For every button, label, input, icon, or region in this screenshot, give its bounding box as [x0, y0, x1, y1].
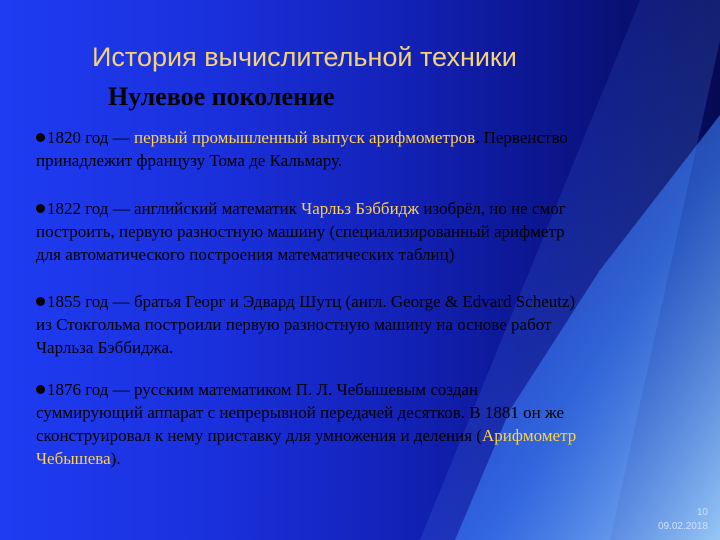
slide-footer	[658, 506, 708, 534]
paragraph-text: принадлежит французу Тома де Кальмару.	[36, 151, 343, 170]
highlighted-text: первый промышленный выпуск арифмометров	[133, 128, 476, 147]
bullet-icon	[36, 204, 45, 213]
paragraph-line	[36, 401, 686, 424]
slide-title: История вычислительной техники	[92, 42, 517, 72]
paragraph-line	[36, 243, 686, 266]
paragraph-line	[36, 447, 686, 470]
slide-subtitle: Нулевое поколение	[108, 82, 335, 111]
page-number: 10	[696, 507, 708, 518]
paragraph-line	[36, 220, 686, 243]
highlighted-text: Чебышева	[36, 449, 111, 468]
paragraph-text: изобрёл, но не смог	[419, 199, 566, 218]
paragraph-line	[36, 290, 686, 313]
bullet-icon	[36, 297, 45, 306]
paragraph-line	[36, 197, 686, 220]
paragraph-line	[36, 149, 686, 172]
paragraph-1820	[36, 126, 686, 172]
paragraph-text: для автоматического построения математических таблиц)	[36, 245, 455, 264]
paragraph-1822	[36, 197, 686, 266]
slide-date: 09.02.2018	[657, 521, 708, 532]
paragraph-line	[36, 126, 686, 149]
paragraph-text: 1855 год — братья Георг и Эдвард Шутц (англ. George & Edvard Scheutz)	[47, 292, 576, 311]
highlighted-text: Чарльз Бэббидж	[301, 199, 420, 218]
paragraph-1855	[36, 290, 686, 359]
paragraph-text: ).	[110, 449, 121, 468]
paragraph-line	[36, 378, 686, 401]
bullet-icon	[36, 133, 45, 142]
bullet-icon	[36, 385, 45, 394]
paragraph-text: сконструировал к нему приставку для умножения и деления (	[36, 426, 482, 445]
paragraph-text: 1876 год — русским математиком П. Л. Чебышевым создан	[47, 380, 479, 399]
paragraph-text: суммирующий аппарат с непрерывной передачей десятков. В 1881 он же	[36, 403, 565, 422]
paragraph-line	[36, 313, 686, 336]
paragraph-line	[36, 336, 686, 359]
highlighted-text: Арифмометр	[481, 426, 577, 445]
paragraph-text: 1820 год —	[47, 128, 134, 147]
paragraph-text: из Стокгольма построили первую разностную машину на основе работ	[36, 315, 552, 334]
paragraph-line	[36, 424, 686, 447]
paragraph-text: 1822 год — английский математик	[47, 199, 302, 218]
paragraph-text: . Первенство	[475, 128, 568, 147]
paragraph-text: построить, первую разностную машину (специализированный арифметр	[36, 222, 565, 241]
paragraph-1876	[36, 378, 686, 470]
paragraph-text: Чарльза Бэббиджа.	[36, 338, 174, 357]
